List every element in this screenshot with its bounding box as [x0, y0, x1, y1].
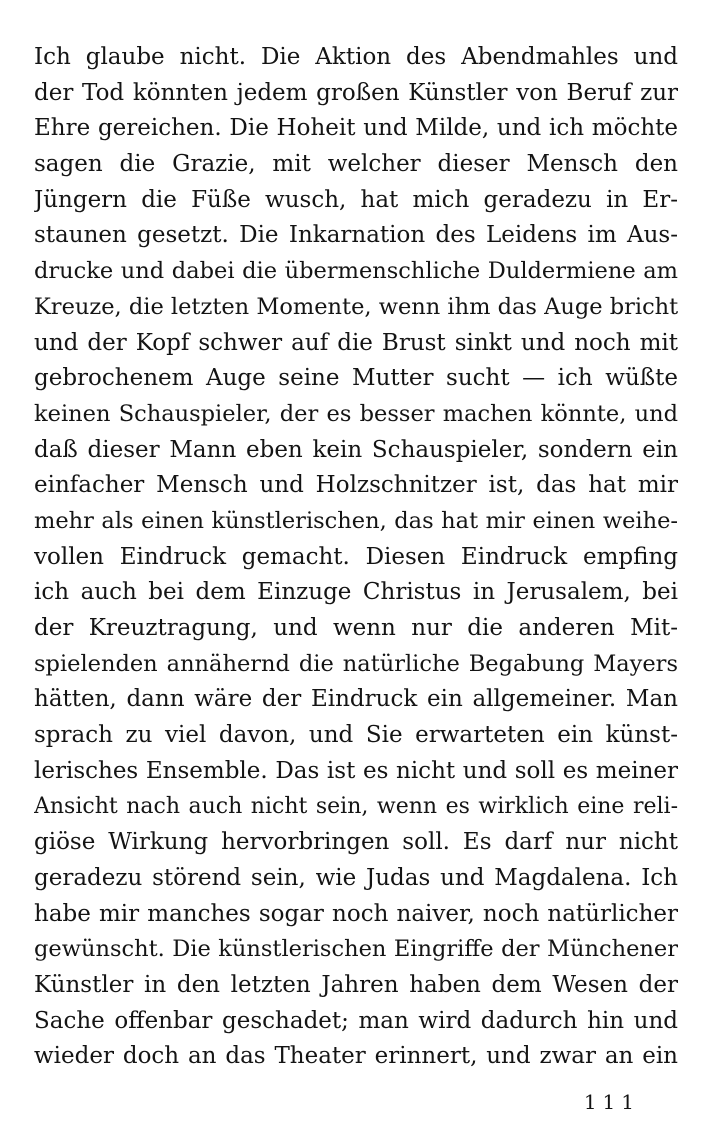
text-line: drucke und dabei die übermenschliche Duldermiene am — [34, 258, 678, 285]
text-line: habe mir manches sogar noch naiver, noch natürlicher — [34, 900, 678, 927]
body-text — [34, 40, 678, 1075]
text-line: wieder doch an das Theater erinnert, und zwar an ein — [34, 1043, 678, 1070]
text-line: Ehre gereichen. Die Hoheit und Milde, und ich möchte — [34, 115, 678, 142]
text-line: der Kreuztragung, und wenn nur die anderen Mit- — [34, 615, 678, 641]
text-line: Jüngern die Füße wusch, hat mich geradezu in Er- — [34, 186, 678, 213]
text-line: hätten, dann wäre der Eindruck ein allgemeiner. Man — [34, 686, 678, 713]
text-line: daß dieser Mann eben kein Schauspieler, sondern ein — [34, 436, 678, 463]
text-line: der Tod könnten jedem großen Künstler von Beruf zur — [34, 79, 678, 106]
text-line: mehr als einen künstlerischen, das hat mir einen weihe- — [34, 507, 678, 534]
text-line: Sache offenbar geschadet; man wird dadurch hin und — [34, 1007, 678, 1034]
page-number: 111 — [583, 1090, 640, 1114]
text-line: gewünscht. Die künstlerischen Eingriffe der Münchener — [34, 936, 678, 963]
text-line: sprach zu viel davon, und Sie erwarteten ein künst- — [34, 722, 678, 749]
text-line: Künstler in den letzten Jahren haben dem Wesen der — [34, 971, 678, 998]
text-line: vollen Eindruck gemacht. Diesen Eindruck empfing — [34, 543, 678, 570]
text-line: geradezu störend sein, wie Judas und Magdalena. Ich — [34, 864, 678, 891]
text-line: und der Kopf schwer auf die Brust sinkt und noch mit — [34, 329, 678, 356]
text-line: Ansicht nach auch nicht sein, wenn es wirklich eine reli- — [34, 794, 678, 820]
text-line: keinen Schauspieler, der es besser machen könnte, und — [34, 400, 678, 427]
text-line: Kreuze, die letzten Momente, wenn ihm das Auge bricht — [34, 293, 678, 320]
text-line: lerisches Ensemble. Das ist es nicht und soll es meiner — [34, 757, 678, 784]
text-line: spielenden annähernd die natürliche Begabung Mayers — [34, 650, 678, 677]
text-line: einfacher Mensch und Holzschnitzer ist, das hat mir — [34, 472, 678, 499]
text-line: giöse Wirkung hervorbringen soll. Es darf nur nicht — [34, 829, 678, 856]
text-line: sagen die Grazie, mit welcher dieser Mensch den — [34, 151, 678, 178]
text-line: Ich glaube nicht. Die Aktion des Abendmahles und — [34, 44, 678, 70]
text-line: ich auch bei dem Einzuge Christus in Jerusalem, bei — [34, 579, 678, 606]
text-line: gebrochenem Auge seine Mutter sucht — ich wüßte — [34, 365, 678, 392]
text-line: staunen gesetzt. Die Inkarnation des Leidens im Aus- — [34, 222, 678, 249]
